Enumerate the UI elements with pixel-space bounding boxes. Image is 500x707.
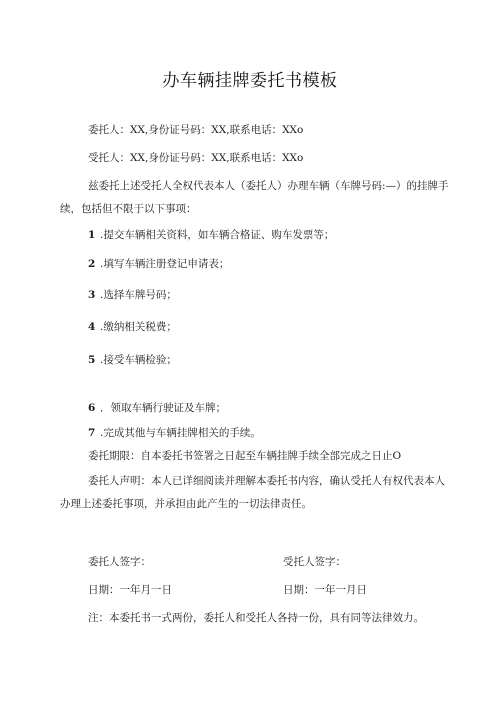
list-item <box>88 399 226 417</box>
item-number: 6 <box>88 402 96 414</box>
item-text: ．领取车辆行驶证及车牌； <box>100 402 226 414</box>
list-item <box>88 255 229 273</box>
agent-signature-label: 受托人签字： <box>283 556 346 568</box>
item-text: .选择车牌号码； <box>100 289 177 301</box>
principal-info: 委托人：XX,身份证号码：XX,联系电话：XXo <box>88 124 304 136</box>
principal-date-label: 日期：一年月一日 <box>88 584 172 596</box>
declaration-paragraph: 委托人声明：本人已详细阅读并理解本委托书内容，确认受托人有权代表本人办理上述委托事项，并承担由此产生的一切法律责任。 <box>60 475 445 510</box>
item-text: .填写车辆注册登记申请表； <box>100 258 230 270</box>
list-item <box>88 351 177 369</box>
item-number: 1 <box>88 229 96 241</box>
item-number: 2 <box>88 258 96 270</box>
item-number: 4 <box>88 321 96 333</box>
footnote: 注：本委托书一式两份，委托人和受托人各持一份，具有同等法律效力。 <box>88 612 424 624</box>
principal-signature-label: 委托人签字： <box>88 556 151 568</box>
item-number: 5 <box>88 354 96 366</box>
list-item <box>88 286 177 304</box>
list-item <box>88 424 261 442</box>
agent-info: 受托人：XX,身份证号码：XX,联系电话：XXo <box>88 152 304 164</box>
agent-date-label: 日期：一年一月日 <box>283 584 367 596</box>
item-text: .缴纳相关税费； <box>100 321 177 333</box>
document-title: 办车辆挂牌委托书模板 <box>162 71 338 91</box>
item-text: .提交车辆相关资料，如车辆合格证、购车发票等； <box>100 229 335 241</box>
item-number: 7 <box>88 427 96 439</box>
period-clause: 委托期限：自本委托书签署之日起至车辆挂牌手续全部完成之日止O <box>88 450 402 462</box>
list-item <box>88 226 334 244</box>
item-text: .完成其他与车辆挂牌相关的手续。 <box>100 427 261 439</box>
item-number: 3 <box>88 289 96 301</box>
item-text: .接受车辆检验； <box>100 354 177 366</box>
intro-paragraph: 兹委托上述受托人全权代表本人（委托人）办理车辆（车牌号码:—）的挂牌手续，包括但不限于以下事项： <box>60 180 449 215</box>
list-item <box>88 318 177 336</box>
